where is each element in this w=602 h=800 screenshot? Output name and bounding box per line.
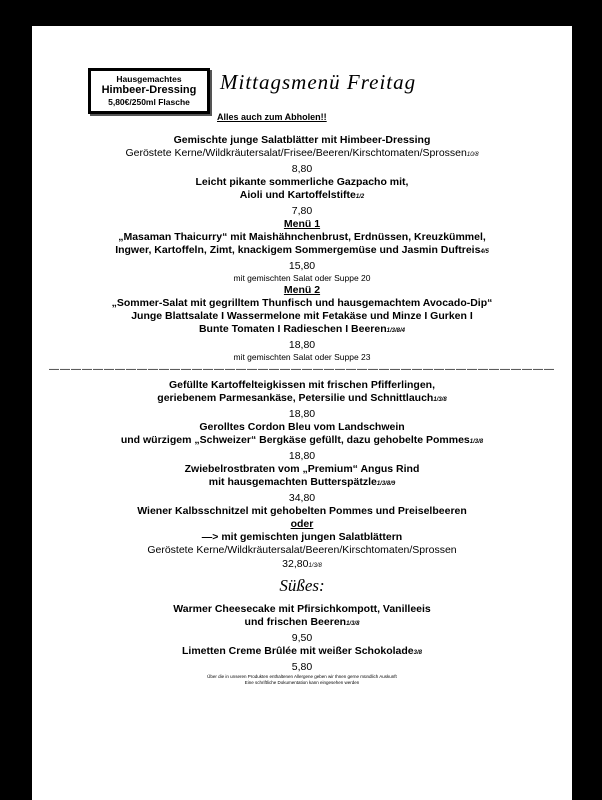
item-line2 [32,392,572,407]
item-line2: —> mit gemischten jungen Salatblättern [201,531,403,543]
badge-line1: Hausgemachtes [116,74,182,84]
section-divider: —————————————————————————————————————————————— [49,365,555,375]
menu-item-cheesecake [32,603,572,645]
allergen-note: 1/3/8/9 [376,481,396,487]
item-line1: „Masaman Thaicurry“ mit Maishähnchenbrust, Erdnüssen, Kreuzkümmel, [118,231,486,243]
item-line1: Leicht pikante sommerliche Gazpacho mit, [195,176,409,188]
item-or: oder [290,518,314,530]
menu-item-menu2 [32,284,572,363]
menu-page [32,26,572,800]
allergen-note: 10/8 [466,152,479,158]
item-line2 [32,616,572,631]
item-line1: Gefüllte Kartoffelteigkissen mit frischen Pfifferlingen, [168,379,436,391]
item-title: Gemischte junge Salatblätter mit Himbeer-Dressing [173,134,431,146]
item-price: 34,80 [288,492,316,504]
allergen-note: 1/3/8 [469,439,484,445]
allergen-note: 1/3/8 [433,397,447,403]
item-line2-text: mit hausgemachten Butterspätzle [208,476,377,488]
item-line1 [32,645,572,660]
item-line2-text: und würzigem „Schweizer“ Bergkäse gefüllt, dazu gehobelte Pommes [120,434,470,446]
menu-item-brulee [32,645,572,674]
item-line3-text: Bunte Tomaten I Radieschen I Beeren [198,323,387,335]
menu-list [32,134,572,686]
item-line1-text: Limetten Creme Brûlée mit weißer Schokolade [182,645,414,657]
allergen-note: 1/2 [355,194,365,200]
menu-item-gazpacho [32,176,572,218]
item-line2-text: und frischen Beeren [244,616,347,628]
sweets-heading: Süßes: [279,576,325,595]
item-line2-text: Ingwer, Kartoffeln, Zimt, knackigem Sommergemüse und Jasmin Duftreis [115,244,481,256]
item-line2-text: Aioli und Kartoffelstifte [239,189,356,201]
menu-item-salad [32,134,572,176]
item-price: 7,80 [291,205,313,217]
item-desc: Geröstete Kerne/Wildkräutersalat/Beeren/Kirschtomaten/Sprossen [147,544,457,556]
item-line2 [32,244,572,259]
item-line1: „Sommer-Salat mit gegrilltem Thunfisch und hausgemachtem Avocado-Dip“ [111,297,493,309]
item-price: 32,80 [282,558,309,570]
page-subtitle: Alles auch zum Abholen!! [217,112,327,122]
item-line2 [32,476,572,491]
item-price: 18,80 [288,339,316,351]
menu-label: Menü 2 [283,284,321,296]
item-line2-text: geriebenem Parmesankäse, Petersilie und Schnittlauch [157,392,434,404]
item-line2 [32,434,572,449]
allergen-note: 1/3/8 [308,563,322,569]
item-extra: mit gemischten Salat oder Suppe 20 [233,273,371,283]
menu-label: Menü 1 [283,218,321,230]
item-price: 15,80 [288,260,316,272]
item-extra: mit gemischten Salat oder Suppe 23 [233,352,371,362]
item-price-row [32,557,572,573]
item-price: 18,80 [288,408,316,420]
allergen-note: 1/3/8/4 [386,328,406,334]
item-line3 [32,323,572,338]
page-title: Mittagsmenü Freitag [220,70,417,94]
item-desc-text: Geröstete Kerne/Wildkräutersalat/Frisee/Beeren/Kirschtomaten/Sprossen [125,147,467,159]
menu-item-roast [32,463,572,505]
badge-line3: 5,80€/250ml Flasche [108,97,190,107]
item-line1: Gerolltes Cordon Bleu vom Landschwein [199,421,405,433]
menu-item-schnitzel [32,505,572,573]
item-line1: Warmer Cheesecake mit Pfirsichkompott, Vanilleeis [173,603,431,615]
item-price: 9,50 [291,632,313,644]
item-line1: Wiener Kalbsschnitzel mit gehobelten Pommes und Preiselbeeren [137,505,467,517]
item-line2 [32,189,572,204]
allergen-note: 1/3/8 [346,621,360,627]
allergen-footer-line2: Eine schriftliche Dokumentation kann eingesehen werden [244,680,360,685]
item-line2: Junge Blattsalate I Wassermelone mit Fetakäse und Minze I Gurken I [131,310,473,322]
allergen-note: 4/5 [480,249,489,255]
badge-line2: Himbeer-Dressing [101,84,197,96]
item-line1: Zwiebelrostbraten vom „Premium“ Angus Rind [184,463,420,475]
menu-item-menu1 [32,218,572,284]
item-price: 5,80 [291,661,313,673]
allergen-note: 3/8 [413,650,422,656]
item-desc [32,147,572,162]
menu-item-cordon [32,421,572,463]
allergen-footer-line1: Über die in unseren Produkten enthaltenen Allergene geben wir Ihnen gerne mündlich Auskunft [207,674,397,679]
item-price: 8,80 [291,163,313,175]
dressing-badge [88,68,210,114]
menu-item-pillows [32,379,572,421]
item-price: 18,80 [288,450,316,462]
